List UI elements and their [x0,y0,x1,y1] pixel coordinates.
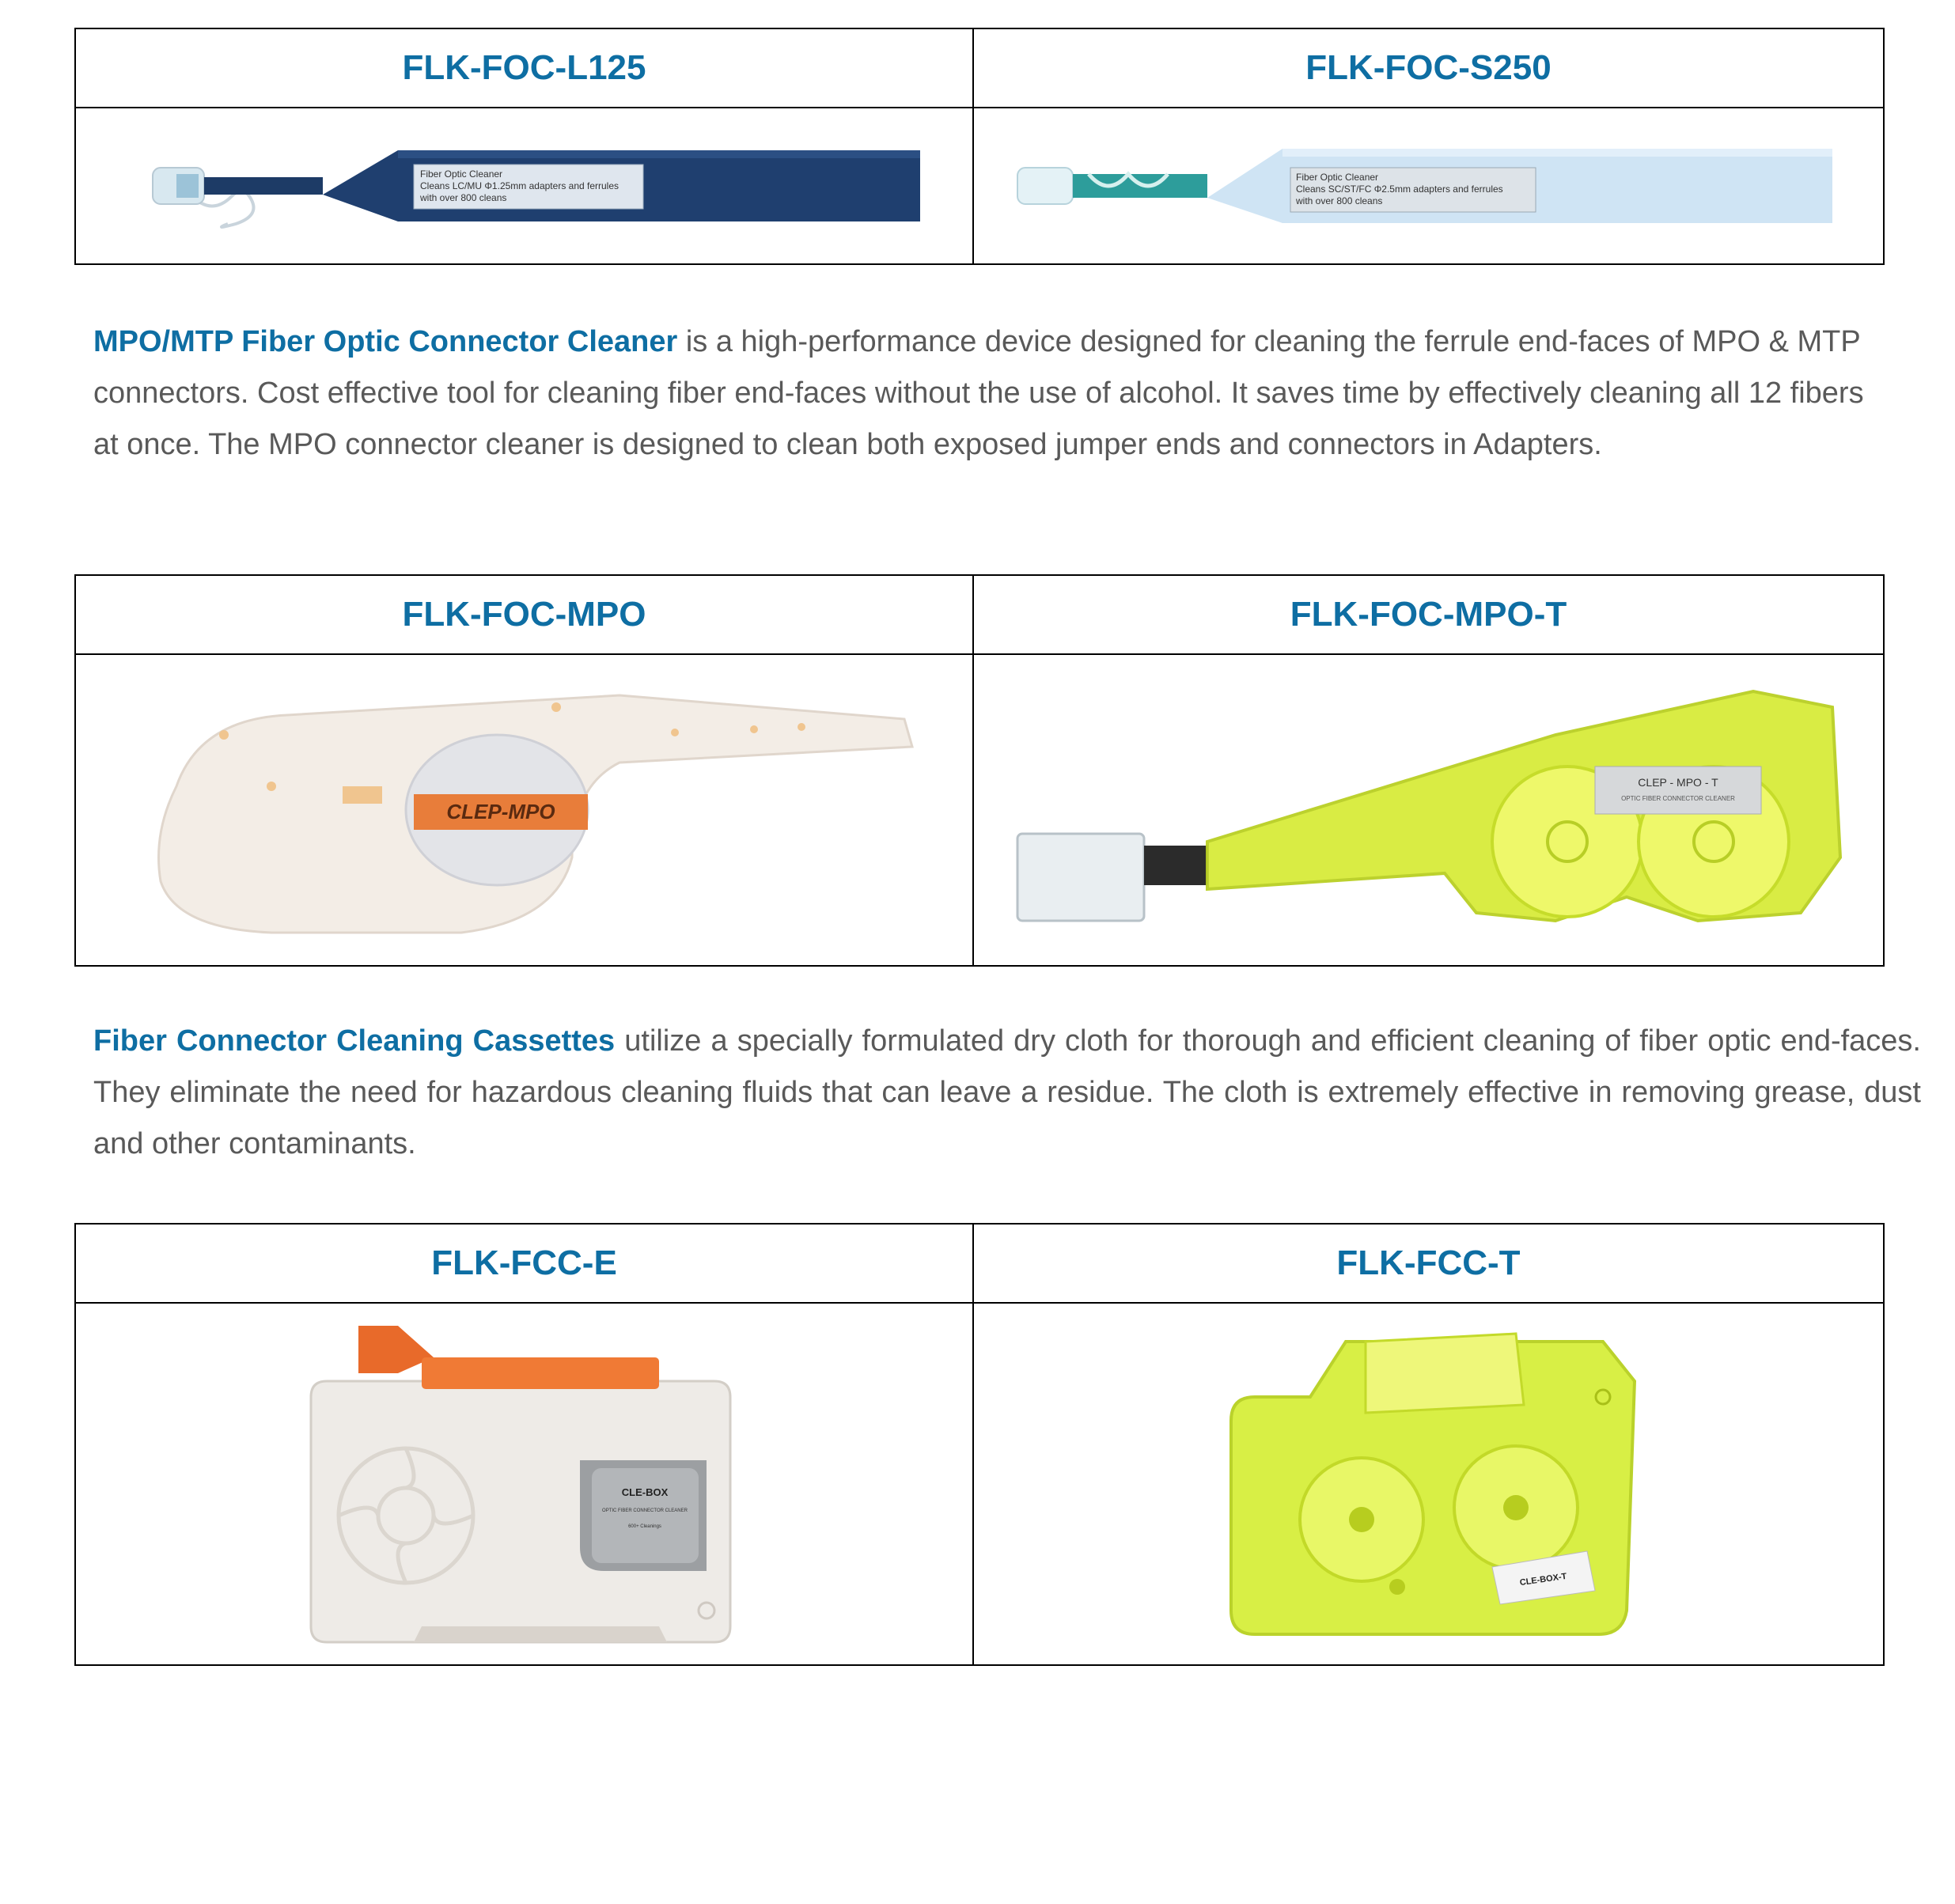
mpo-t-cleaner-yellow-image [1002,660,1856,960]
product-image-cell-l125 [75,108,973,264]
product-name-mpo-t: FLK-FOC-MPO-T [973,575,1884,654]
product-table-mpo-cleaners [74,574,1885,967]
product-table-cassettes [74,1223,1885,1666]
pen-label-line-2: Cleans SC/ST/FC Φ2.5mm adapters and ferrules [1295,184,1503,195]
product-name-s250: FLK-FOC-S250 [973,28,1884,108]
mpo-t-device-sublabel: OPTIC FIBER CONNECTOR CLEANER [1620,795,1735,802]
cassettes-description-paragraph [93,1016,1921,1170]
mpo-device-label: CLEP-MPO [445,800,555,823]
product-image-cell-mpo [75,654,973,966]
cassette-white-image [295,1310,754,1658]
mpo-t-device-label: CLEP - MPO - T [1637,776,1718,789]
cassettes-description-lead: Fiber Connector Cleaning Cassettes [93,1024,616,1058]
mpo-description-body: is a high-performance device designed for cleaning the ferrule end-faces of MPO & MTP connectors. Cost effective tool for cleaning fiber end-faces without the use of alcohol. It saves time by effectively cleaning all 12 fibers at once. The MPO connector cleaner is designed to clean both exposed jumper ends and connectors in Adapters. [93,325,1864,461]
pen-cleaner-navy-image [129,127,920,245]
mpo-description-paragraph [93,316,1866,471]
fcc-t-device-label: CLE-BOX-T [1518,1571,1567,1588]
pen-cleaner-lightblue-image [1002,127,1856,245]
cassette-yellow-image [1207,1310,1650,1658]
fcc-e-device-sublabel: OPTIC FIBER CONNECTOR CLEANER [601,1508,688,1513]
product-name-fcc-e: FLK-FCC-E [75,1224,973,1303]
product-image-cell-fcc-t [973,1303,1884,1665]
pen-label-line-2: Cleans LC/MU Φ1.25mm adapters and ferrules [419,180,619,191]
product-name-l125: FLK-FOC-L125 [75,28,973,108]
pen-label-line-1: Fiber Optic Cleaner [1295,172,1378,183]
product-table-pen-cleaners [74,28,1885,265]
pen-label-line-3: with over 800 cleans [1295,195,1382,206]
pen-label-line-1: Fiber Optic Cleaner [419,168,502,180]
product-image-cell-s250 [973,108,1884,264]
pen-label-line-3: with over 800 cleans [419,192,506,203]
product-image-cell-fcc-e [75,1303,973,1665]
cassettes-description-body: utilize a specially formulated dry cloth for thorough and efficient cleaning of fiber optic end-faces. They eliminate the need for hazardous cleaning fluids that can leave a residue. The cloth is extremely effective in removing grease, dust and other contaminants. [93,1024,1921,1160]
product-name-mpo: FLK-FOC-MPO [75,575,973,654]
fcc-e-device-label: CLE-BOX [621,1486,668,1498]
product-image-cell-mpo-t [973,654,1884,966]
mpo-description-lead: MPO/MTP Fiber Optic Connector Cleaner [93,325,678,358]
product-name-fcc-t: FLK-FCC-T [973,1224,1884,1303]
fcc-e-device-count: 600+ Cleanings [627,1524,661,1529]
mpo-cleaner-white-image [129,660,920,960]
